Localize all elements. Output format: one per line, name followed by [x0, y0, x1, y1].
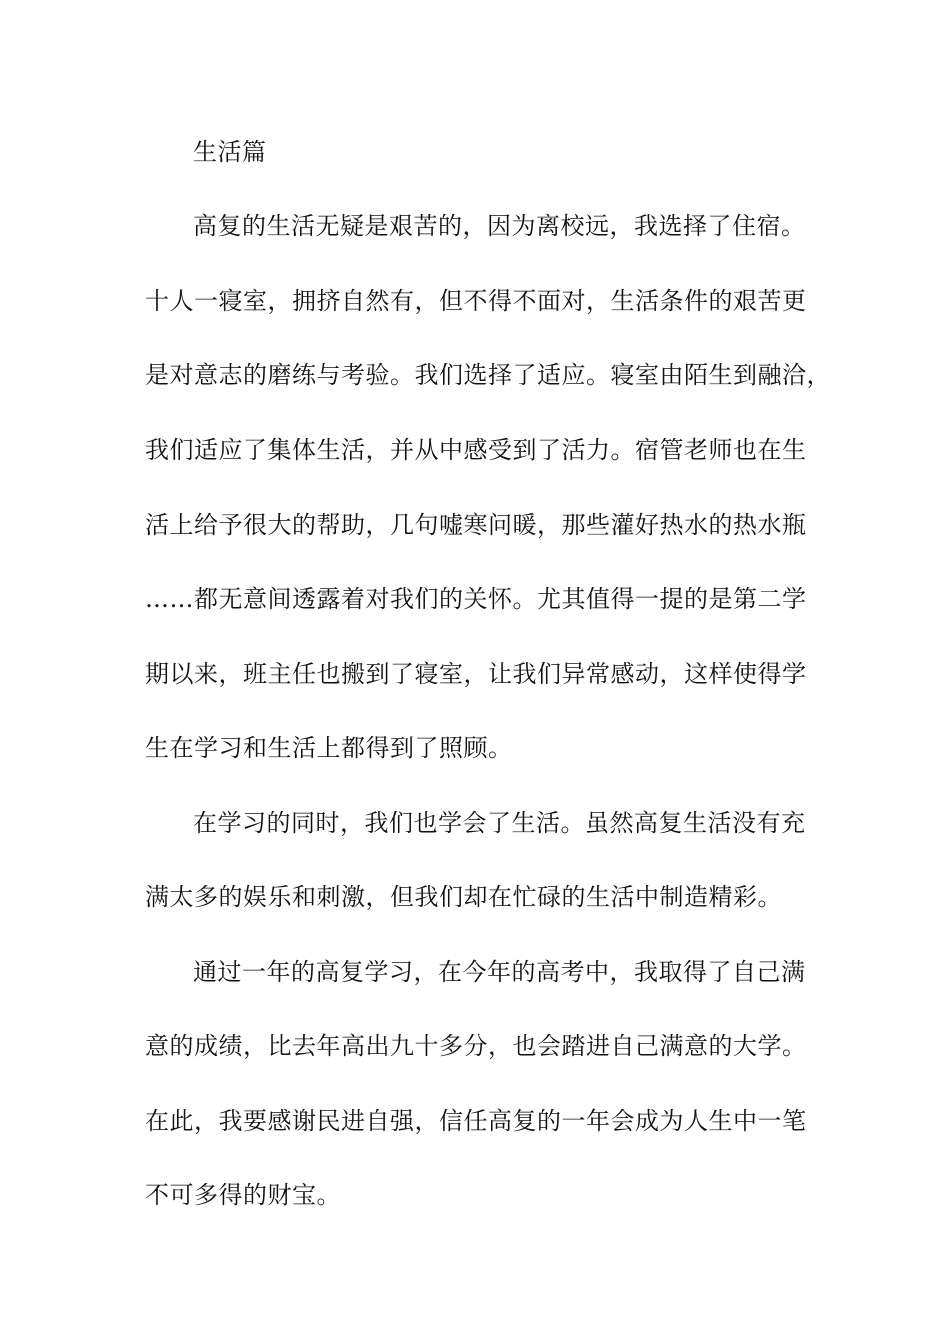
paragraph-line: 通过一年的高复学习，在今年的高考中，我取得了自己满	[193, 958, 806, 986]
paragraph-line: 我们适应了集体生活，并从中感受到了活力。宿管老师也在生	[145, 436, 807, 464]
paragraph-line: 在此，我要感谢民进自强，信任高复的一年会成为人生中一笔	[145, 1107, 807, 1135]
paragraph-line: 高复的生活无疑是艰苦的，因为离校远，我选择了住宿。	[193, 212, 806, 240]
section-heading: 生活篇	[193, 138, 267, 166]
paragraph-line: ……都无意间透露着对我们的关怀。尤其值得一提的是第二学	[145, 585, 807, 613]
paragraph-line: 在学习的同时，我们也学会了生活。虽然高复生活没有充	[193, 809, 806, 837]
paragraph-line: 不可多得的财宝。	[145, 1181, 341, 1209]
paragraph-line: 意的成绩，比去年高出九十多分，也会踏进自己满意的大学。	[145, 1032, 807, 1060]
paragraph-line: 期以来，班主任也搬到了寝室，让我们异常感动，这样使得学	[145, 660, 807, 688]
paragraph-line: 满太多的娱乐和刺激，但我们却在忙碌的生活中制造精彩。	[145, 883, 782, 911]
paragraph-line: 是对意志的磨练与考验。我们选择了适应。寝室由陌生到融洽，	[145, 361, 831, 389]
paragraph-line: 生在学习和生活上都得到了照顾。	[145, 734, 513, 762]
paragraph-line: 十人一寝室，拥挤自然有，但不得不面对，生活条件的艰苦更	[145, 287, 807, 315]
paragraph-line: 活上给予很大的帮助，几句嘘寒问暖，那些灌好热水的热水瓶	[145, 511, 807, 539]
